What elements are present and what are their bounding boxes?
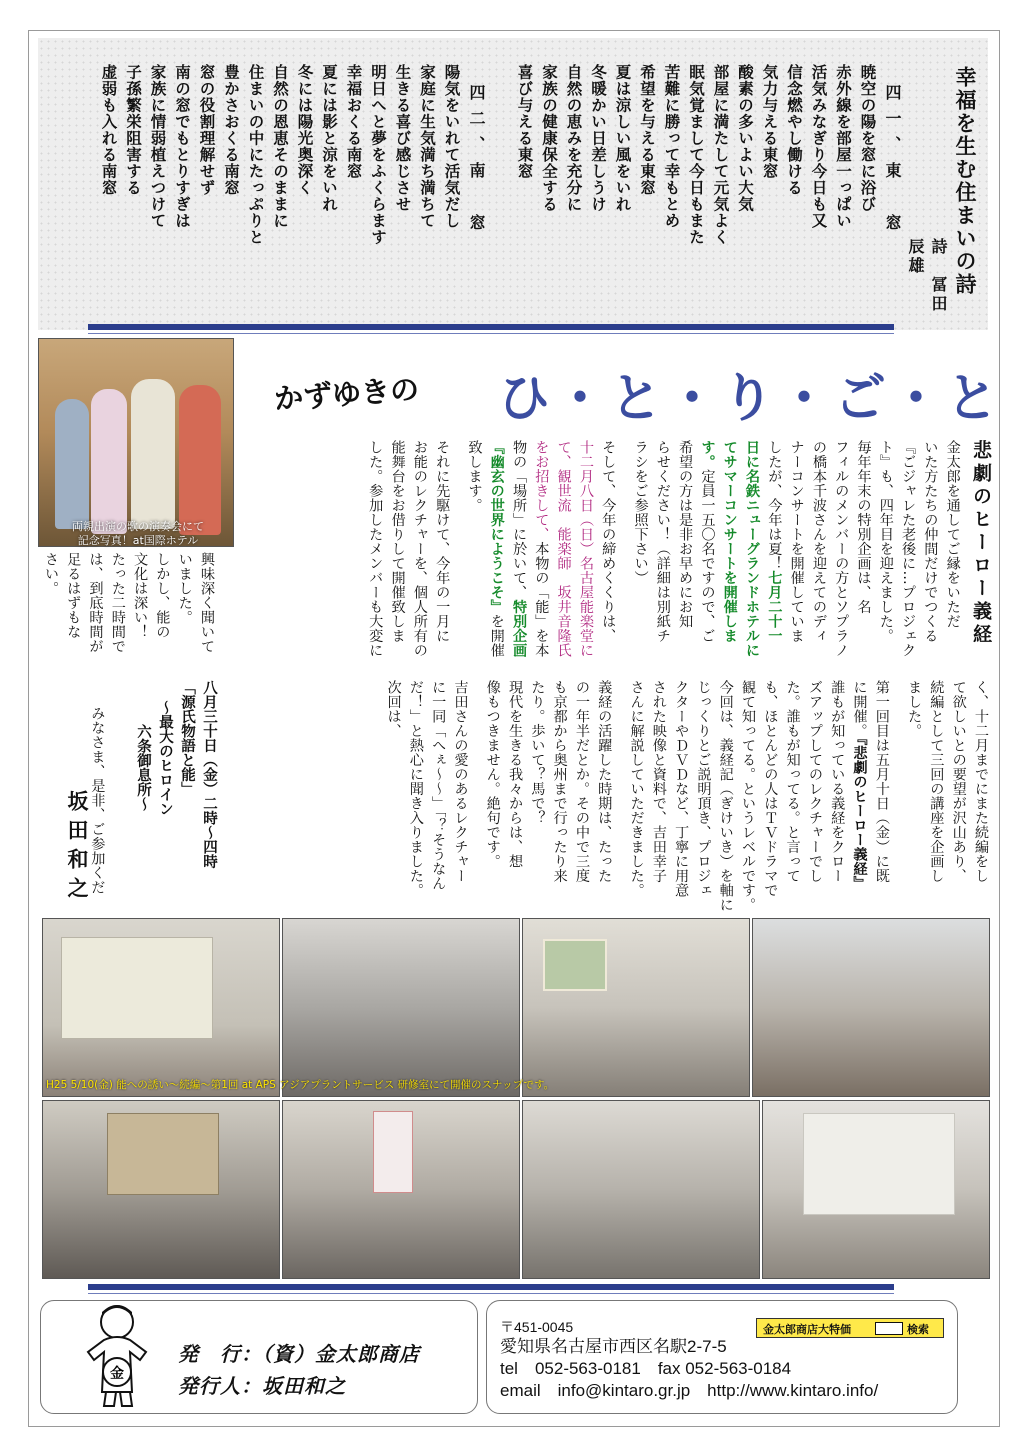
- poem-section: [38, 38, 988, 330]
- text-line: 足るはずもな: [65, 552, 82, 639]
- text-line: 義経の活躍した時期は、たった: [596, 680, 613, 883]
- poem-line: 喜び与える東窓: [515, 64, 535, 180]
- poem-body: [96, 64, 904, 324]
- text-line: 第一回目は五月十日（金）に既: [873, 680, 890, 883]
- address: 愛知県名古屋市西区名駅2-7-5: [500, 1337, 727, 1356]
- text-line: 吉田さんの愛のあるレクチャー: [452, 680, 469, 883]
- next-event: [132, 680, 220, 869]
- next-event-sub: ～最大のヒロイン: [157, 700, 173, 816]
- spacer: [615, 680, 625, 915]
- text: に開催。: [851, 680, 868, 738]
- header-subtitle: かずゆきの: [273, 371, 421, 417]
- highlight-text: 『幽玄の世界にようこそ』: [488, 440, 505, 614]
- poem-line: 活気みなぎり今日も又: [809, 64, 829, 229]
- text: 定員一五〇名ですので、ご: [699, 469, 716, 643]
- text-line: じっくりとご説明頂き、プロジェ: [695, 680, 712, 898]
- poem-line: 虚弱も入れる南窓: [99, 64, 119, 196]
- text-line: 金太郎を通してご縁をいただ: [944, 440, 961, 629]
- text-line: だ！」と熱心に聞き入りました。: [407, 680, 424, 898]
- email-web[interactable]: email info@kintaro.gr.jp http://www.kintaro.info/: [500, 1381, 879, 1400]
- lecture-photo: [522, 1100, 760, 1279]
- text: 物の「場所」に於いて、: [511, 440, 528, 600]
- concert-photo: [38, 338, 234, 547]
- poem-line: 家族の健康保全する: [540, 64, 559, 213]
- text-line: 現代を生きる我々からは、想: [507, 680, 524, 869]
- article-title: 悲劇のヒーロー義経: [970, 440, 992, 647]
- text-line: さんに解説していただきました。: [628, 680, 645, 898]
- highlight-line: てサマーコンサートを開催しま: [721, 440, 738, 643]
- poem-line: 信念燃やし働ける: [785, 64, 804, 196]
- text: したが、今年は夏！: [766, 440, 783, 571]
- poem-heading-east: 四一、東 窓: [883, 84, 902, 240]
- text-line: の一年半だとか。その中で三度: [573, 680, 590, 883]
- poem-line: 住まいの中にたっぷりと: [246, 64, 266, 246]
- poem-line: 冬暖かい日差しうけ: [589, 64, 608, 213]
- text-line: 像もつきません。絶句です。: [484, 680, 501, 869]
- text: 本物の「能」を本: [533, 541, 550, 658]
- poem-line: 窓の役割理解せず: [197, 64, 217, 196]
- text-line: みなさま、是非、ご参加くだ: [89, 706, 106, 895]
- text-line: 文化は深い！: [132, 552, 149, 639]
- next-event-title: 「源氏物語と能」: [179, 680, 195, 796]
- highlight-text: 七月二十一: [766, 570, 783, 643]
- text-line: ト』も、四年目を迎えました。: [877, 440, 894, 643]
- text-line: そして、今年の締めくくりは、: [600, 440, 617, 643]
- poem-heading-south: 四二、南 窓: [467, 84, 486, 240]
- text-line: 観て知ってる。というレベルです。: [740, 680, 757, 912]
- bold-text: 『悲劇のヒーロー義経』: [851, 738, 868, 891]
- lecture-photo: [762, 1100, 990, 1279]
- text-line: に一同「へぇ～～」「？そうなん: [430, 680, 447, 891]
- text-line: たり。歩いて？馬で？: [529, 680, 546, 825]
- poem-line: 子孫繁栄阻害する: [124, 64, 143, 196]
- poem-line: 自然の恩恵そのままに: [271, 64, 290, 229]
- poem-line: 明日へと夢をふくらます: [369, 64, 388, 246]
- lecture-photo: [282, 1100, 520, 1279]
- text-line: ラシをご参照下さい）: [632, 440, 649, 585]
- lecture-photo: [282, 918, 520, 1097]
- text-line: [848, 680, 870, 915]
- divider: [88, 333, 894, 334]
- poem-line: 豊かさおくる南窓: [222, 64, 241, 196]
- divider: [88, 1284, 894, 1290]
- text-line: フィルのメンバーの方とソプラノ: [833, 440, 850, 658]
- lecture-photo: [42, 1100, 280, 1279]
- poem-line: 暁空の陽を窓に浴び: [858, 64, 878, 213]
- highlight-line: 日に名鉄ニューグランドホテルに: [744, 440, 761, 658]
- text-line: 今回は、義経記（ぎけいき）を軸に: [717, 680, 734, 912]
- kintaro-mascot-icon: [76, 1300, 158, 1410]
- text-line: ズアップしてのレクチャーでし: [806, 680, 823, 883]
- poem-line: 生きる喜び感じさせ: [393, 64, 413, 213]
- divider: [88, 324, 894, 330]
- poem-line: 自然の恵みを充分に: [564, 64, 584, 213]
- poem-line: 冬には陽光奥深く: [295, 64, 315, 196]
- poem-line: 赤外線を部屋一っぱい: [834, 64, 853, 229]
- poem-line: 陽気をいれて活気だし: [442, 64, 462, 229]
- publisher: 発 行：（資）金太郎商店: [178, 1342, 420, 1366]
- poem-line: 家庭に生気満ち満ちて: [418, 64, 437, 229]
- text-line: ナーコンサートを開催していま: [788, 440, 805, 643]
- text-line: 次回は、: [385, 680, 402, 738]
- text-line: も京都から奥州まで行ったり来: [551, 680, 568, 883]
- poem-line: 夏には影と涼をいれ: [320, 64, 339, 213]
- text-line: 致します。: [466, 440, 483, 513]
- photo-caption: 両親出演の歌の演奏会にて 記念写真！at国際ホテル: [72, 520, 204, 547]
- postal-code: 〒451-0045: [500, 1319, 574, 1335]
- text-line: しかし、能の: [154, 552, 171, 639]
- text-line: て欲しいとの要望が沢山あり、: [950, 680, 967, 883]
- search-label: 検索: [907, 1323, 929, 1336]
- text: を開催: [488, 614, 505, 658]
- text-line: たった二時間で: [109, 552, 126, 654]
- lecture-photo: [522, 918, 750, 1097]
- poem-line: 部屋に満たして元気よく: [711, 64, 731, 246]
- text-line: 毎年年末の特別企画は、名: [855, 440, 872, 614]
- text-line: それに先駆けて、今年の一月に: [434, 440, 451, 643]
- text-line: く、十二月までにまた続編をし: [973, 680, 989, 883]
- text-line: いた方たちの仲間だけでつくる: [922, 440, 939, 643]
- photo-caption-grid: H25 5/10(金) 能への誘い～続編～第1回 at APS アジアプラントサービス 研修室にて開催のスナップです。: [46, 1079, 555, 1091]
- highlight-line: て、観世流 能楽師 坂井音隆氏: [555, 440, 572, 658]
- poem-line: 酸素の多いよい大気: [736, 64, 755, 213]
- next-event-date: 八月三十日（金）二時～四時: [201, 680, 217, 869]
- text-line: 続編として三回の講座を企画し: [928, 680, 945, 883]
- arrow-right-icon: [875, 1322, 903, 1335]
- search-tag-text: 金太郎商店大特価: [763, 1323, 851, 1336]
- highlight-text: をお招きして、: [533, 440, 550, 542]
- text-line: 希望の方は是非お早めにお知: [677, 440, 694, 629]
- poem-line: 夏は涼しい風をいれ: [613, 64, 633, 213]
- next-event-sub2: 六条御息所～: [135, 724, 151, 811]
- poem-line: 希望を与える東窓: [638, 64, 657, 196]
- editor: 発行人：坂田和之: [178, 1374, 346, 1398]
- article-body-lower: [382, 680, 992, 915]
- poem-author: 詩 冨田辰雄: [906, 238, 948, 314]
- tel-fax: tel 052-563-0181 fax 052-563-0184: [500, 1359, 792, 1378]
- lecture-photo: [42, 918, 280, 1097]
- text-line: クターやＤＶＤなど、丁寧に用意: [673, 680, 690, 898]
- spacer: [471, 680, 481, 915]
- text-line: いました。: [176, 552, 193, 625]
- text-line: ました。: [906, 680, 923, 738]
- text-line: 能舞台をお借りして開催致しま: [389, 440, 406, 643]
- lecture-photo: [752, 918, 990, 1097]
- poem-line: 幸福おくる南窓: [344, 64, 364, 180]
- text-line: 興味深く聞いて: [199, 552, 215, 654]
- text-line: 誰もが知っている義経をクロー: [829, 680, 846, 883]
- text-line: 『ごジャレた老後に…プロジェク: [900, 440, 917, 658]
- signature: 坂田和之: [65, 790, 90, 906]
- poem-line: 南の窓でもとりすぎは: [173, 64, 192, 229]
- poem-line: 家族に情弱植えつけて: [148, 64, 168, 229]
- text-line: された映像と資料で、吉田幸子: [650, 680, 667, 883]
- spacer: [488, 64, 512, 324]
- text-line: の橋本千波さんを迎えてのディ: [810, 440, 827, 643]
- highlight-line: 十二月八日（日）名古屋能楽堂に: [577, 440, 594, 658]
- text-line: も、ほとんどの人はＴＶドラマで: [762, 680, 779, 898]
- spacer: [893, 680, 903, 915]
- highlight-text: す。: [699, 440, 716, 469]
- mascot-char: 金: [110, 1366, 124, 1382]
- text-line: した。参加したメンバーも大変に: [367, 440, 384, 658]
- poem-line: 眠気覚まして今日もまた: [687, 64, 706, 246]
- poem-line: 気力与える東窓: [760, 64, 780, 180]
- highlight-text: 特別企画: [511, 599, 528, 658]
- text-line: らせください！（詳細は別紙チ: [654, 440, 671, 643]
- divider: [88, 1293, 894, 1294]
- poem-line: 苦難に勝って幸もとめ: [662, 64, 682, 229]
- text-line: た。誰もが知ってる。と言って: [784, 680, 801, 883]
- poem-title: 幸福を生む住まいの詩: [953, 66, 978, 296]
- search-tag[interactable]: [756, 1318, 944, 1338]
- text-line: さい。: [42, 552, 59, 596]
- header-title: ひ・と・り・ご・と: [498, 369, 1003, 429]
- text-line: お能のレクチャーを、個人所有の: [411, 440, 428, 658]
- text-line: は、到底時間が: [87, 552, 104, 654]
